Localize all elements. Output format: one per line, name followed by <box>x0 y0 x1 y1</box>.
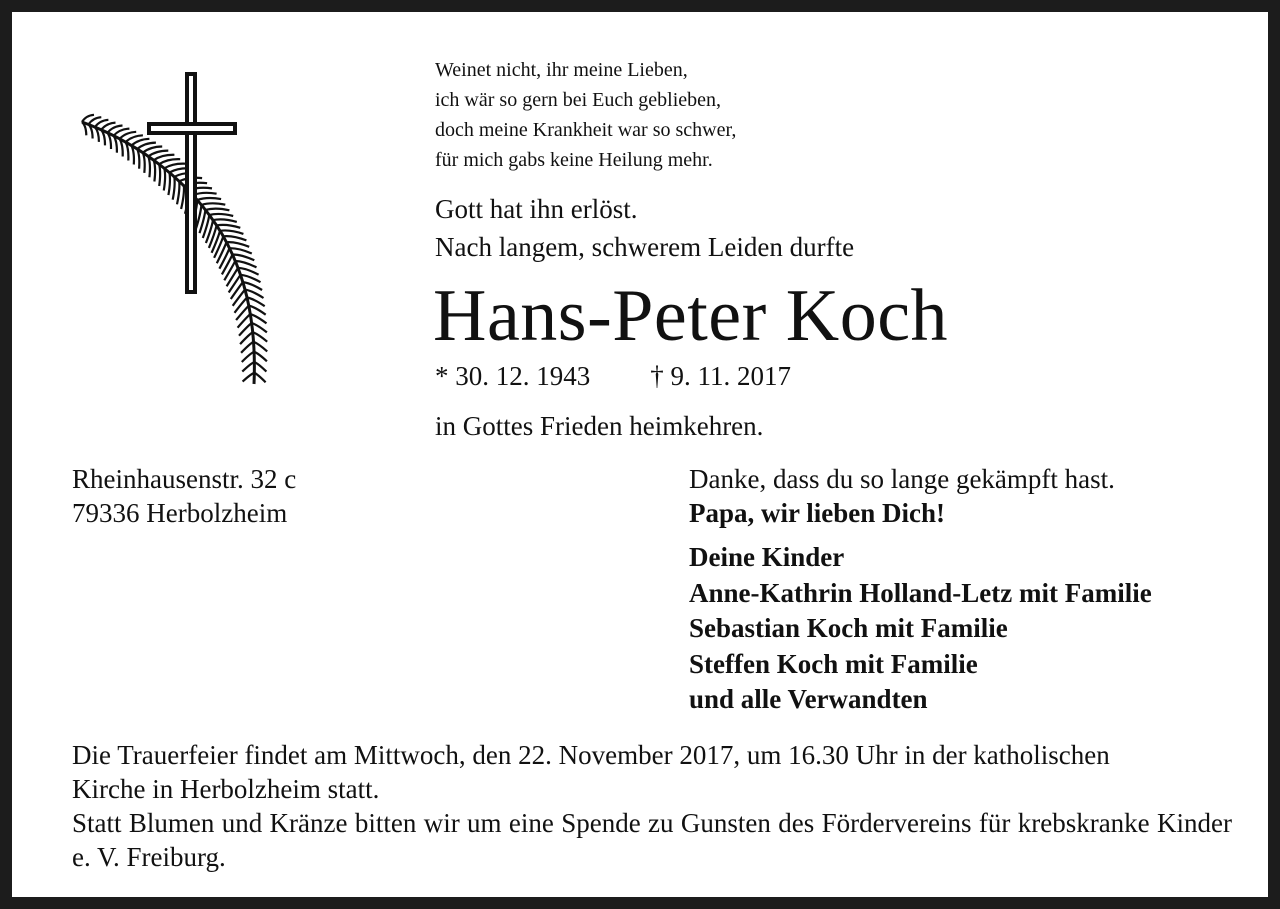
palm-leaflet <box>242 362 254 372</box>
palm-leaflet <box>254 362 266 372</box>
address-city: 79336 Herbolzheim <box>72 498 288 528</box>
funeral-line-2: Kirche in Herbolzheim statt. <box>72 774 380 804</box>
palm-leaflet <box>213 219 237 222</box>
palm-leaflet <box>137 149 139 169</box>
palm-leaflet <box>220 230 243 233</box>
palm-leaflet <box>209 214 233 216</box>
signer-line: Anne-Kathrin Holland-Letz mit Familie <box>689 577 1152 608</box>
poem-line: doch meine Krankheit war so schwer, <box>435 119 737 141</box>
donation-request: Statt Blumen und Kränze bitten wir um eine Spende zu Gunsten des Fördervereins für krebskranke Kinder e. V. Freiburg. <box>72 808 1232 872</box>
signer-line: und alle Verwandten <box>689 684 928 714</box>
intro-line-1: Gott hat ihn erlöst. <box>435 194 638 224</box>
palm-leaflet <box>224 261 235 280</box>
poem <box>435 55 736 175</box>
palm-leaflet <box>148 156 150 177</box>
funeral-line-1: Die Trauerfeier findet am Mittwoch, den 22. November 2017, um 16.30 Uhr in der katholischen <box>72 740 1110 770</box>
intro-line-2: Nach langem, schwerem Leiden durfte <box>435 232 855 262</box>
palm-leaflet <box>231 282 243 299</box>
palm-leaflet <box>181 186 184 209</box>
thanks-line: Danke, dass du so lange gekämpft hast. <box>689 464 1115 494</box>
address <box>72 462 296 530</box>
palm-leaflet <box>177 181 179 204</box>
palm-leaflet <box>164 168 165 190</box>
love-line: Papa, wir lieben Dich! <box>689 498 945 528</box>
palm-leaflet <box>173 177 175 200</box>
signer-line: Steffen Koch mit Familie <box>689 648 978 679</box>
life-dates <box>435 358 791 394</box>
palm-leaflet <box>131 146 134 165</box>
funeral-notice <box>72 738 1232 874</box>
homecoming-text: in Gottes Frieden heimkehren. <box>435 411 764 441</box>
cross-with-palm-frond-icon <box>72 64 297 394</box>
poem-line: Weinet nicht, ihr meine Lieben, <box>435 59 688 81</box>
signer-line: Deine Kinder <box>689 542 845 572</box>
palm-leaflet <box>242 352 254 362</box>
poem-line: für mich gabs keine Heilung mehr. <box>435 149 713 171</box>
palm-leaflet <box>217 225 241 228</box>
palm-leaflet <box>229 275 241 293</box>
palm-leaflet <box>254 342 268 352</box>
palm-leaflet <box>222 255 233 275</box>
palm-leaflet <box>154 160 155 181</box>
palm-leaflet <box>254 352 267 362</box>
palm-leaflet <box>159 164 160 186</box>
deceased-name: Hans-Peter Koch <box>433 275 949 357</box>
palm-leaflet <box>227 268 238 287</box>
intro-text <box>435 190 854 266</box>
palm-leaflet <box>197 198 221 200</box>
palm-leaflet <box>168 173 170 196</box>
signers-list <box>689 540 1152 718</box>
family-block <box>689 462 1152 718</box>
palm-leaflet <box>254 373 265 383</box>
palm-leaflet <box>201 203 225 205</box>
palm-leaflet <box>241 342 253 353</box>
palm-leaflet <box>205 209 229 211</box>
palm-leaflet <box>143 153 145 173</box>
address-street: Rheinhausenstr. 32 c <box>72 464 297 494</box>
poem-line: ich wär so gern bei Euch geblieben, <box>435 89 722 111</box>
birth-date: * 30. 12. 1943 <box>435 361 591 391</box>
palm-leaflet <box>243 373 255 382</box>
signer-line: Sebastian Koch mit Familie <box>689 613 1008 643</box>
obituary-notice <box>12 12 1268 897</box>
death-date: † 9. 11. 2017 <box>650 361 791 391</box>
